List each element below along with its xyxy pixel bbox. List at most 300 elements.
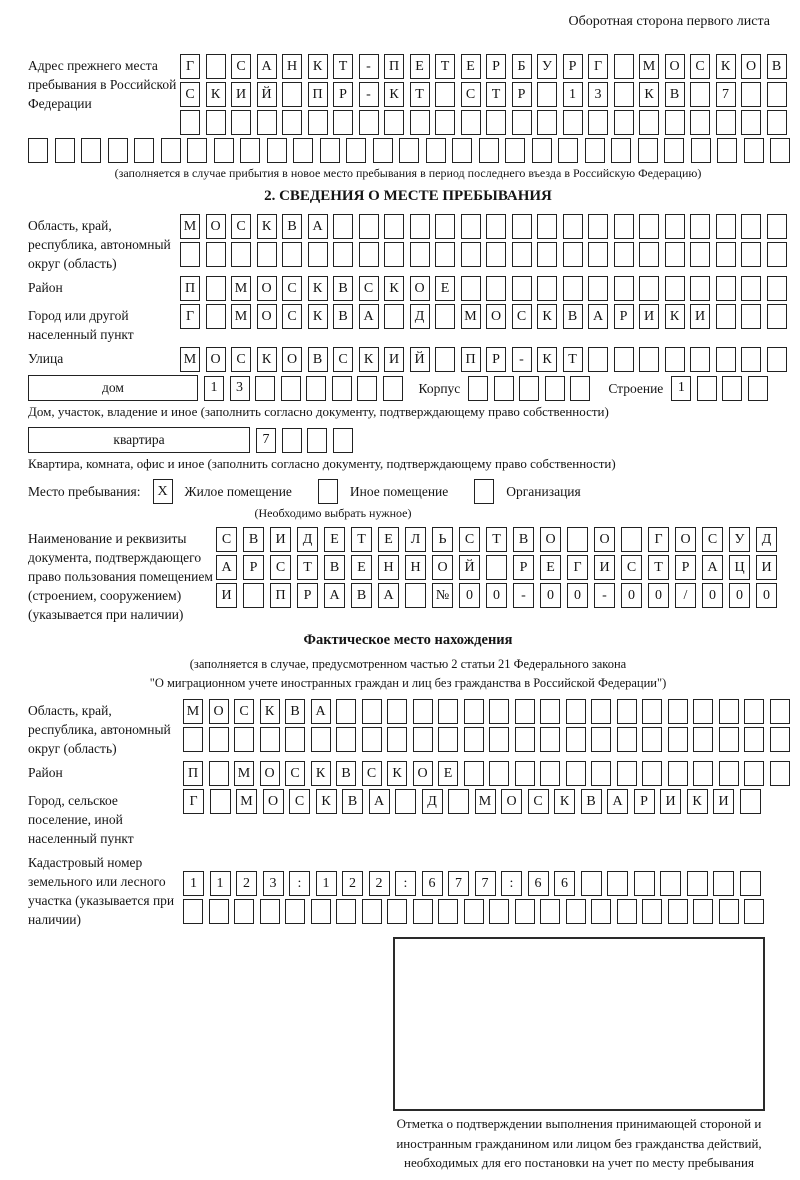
char-cell[interactable]: В xyxy=(285,699,305,724)
char-cell[interactable] xyxy=(719,699,739,724)
residential-checkbox[interactable]: X xyxy=(153,479,173,504)
char-cell[interactable] xyxy=(716,276,736,301)
char-cell[interactable] xyxy=(512,110,532,135)
char-cell[interactable]: К xyxy=(384,276,404,301)
char-cell[interactable] xyxy=(719,727,739,752)
char-cell[interactable]: В xyxy=(243,527,264,552)
char-cell[interactable]: О xyxy=(257,304,277,329)
char-cell[interactable]: Т xyxy=(333,54,353,79)
char-cell[interactable]: С xyxy=(216,527,237,552)
char-cell[interactable]: А xyxy=(216,555,237,580)
char-cell[interactable]: К xyxy=(359,347,379,372)
char-cell[interactable] xyxy=(438,727,458,752)
char-cell[interactable] xyxy=(81,138,101,163)
char-cell[interactable]: М xyxy=(183,699,203,724)
char-cell[interactable] xyxy=(591,699,611,724)
char-cell[interactable]: Е xyxy=(378,527,399,552)
char-cell[interactable]: С xyxy=(231,214,251,239)
char-cell[interactable] xyxy=(532,138,552,163)
char-cell[interactable] xyxy=(464,761,484,786)
char-cell[interactable] xyxy=(214,138,234,163)
char-cell[interactable]: Р xyxy=(614,304,634,329)
char-cell[interactable]: Д xyxy=(422,789,443,814)
char-cell[interactable] xyxy=(461,276,481,301)
char-cell[interactable] xyxy=(410,242,430,267)
char-cell[interactable] xyxy=(243,583,264,608)
char-cell[interactable]: - xyxy=(594,583,615,608)
char-cell[interactable] xyxy=(384,304,404,329)
char-cell[interactable] xyxy=(282,242,302,267)
char-cell[interactable]: 0 xyxy=(621,583,642,608)
char-cell[interactable] xyxy=(741,214,761,239)
char-cell[interactable] xyxy=(435,214,455,239)
char-cell[interactable]: И xyxy=(270,527,291,552)
char-cell[interactable]: Г xyxy=(588,54,608,79)
char-cell[interactable] xyxy=(716,347,736,372)
char-cell[interactable]: Ц xyxy=(729,555,750,580)
char-cell[interactable]: С xyxy=(690,54,710,79)
char-cell[interactable] xyxy=(362,699,382,724)
char-cell[interactable] xyxy=(665,242,685,267)
char-cell[interactable] xyxy=(464,699,484,724)
char-cell[interactable] xyxy=(479,138,499,163)
char-cell[interactable]: В xyxy=(308,347,328,372)
char-cell[interactable]: К xyxy=(384,82,404,107)
char-cell[interactable] xyxy=(464,727,484,752)
char-cell[interactable] xyxy=(767,242,787,267)
char-cell[interactable]: 1 xyxy=(563,82,583,107)
char-cell[interactable] xyxy=(614,276,634,301)
char-cell[interactable]: Е xyxy=(435,276,455,301)
char-cell[interactable]: К xyxy=(665,304,685,329)
char-cell[interactable]: 0 xyxy=(540,583,561,608)
char-cell[interactable]: К xyxy=(257,347,277,372)
char-cell[interactable]: Р xyxy=(243,555,264,580)
char-cell[interactable]: Г xyxy=(567,555,588,580)
char-cell[interactable]: О xyxy=(741,54,761,79)
char-cell[interactable]: С xyxy=(289,789,310,814)
char-cell[interactable]: 6 xyxy=(554,871,575,896)
char-cell[interactable]: А xyxy=(257,54,277,79)
char-cell[interactable]: Т xyxy=(351,527,372,552)
char-cell[interactable]: К xyxy=(687,789,708,814)
char-cell[interactable]: : xyxy=(289,871,310,896)
char-cell[interactable] xyxy=(231,242,251,267)
char-cell[interactable]: В xyxy=(282,214,302,239)
char-cell[interactable] xyxy=(180,242,200,267)
char-cell[interactable]: А xyxy=(359,304,379,329)
char-cell[interactable] xyxy=(320,138,340,163)
char-cell[interactable] xyxy=(357,376,377,401)
char-cell[interactable] xyxy=(494,376,514,401)
char-cell[interactable] xyxy=(293,138,313,163)
char-cell[interactable] xyxy=(563,214,583,239)
char-cell[interactable] xyxy=(285,727,305,752)
char-cell[interactable]: Ь xyxy=(432,527,453,552)
char-cell[interactable]: Т xyxy=(486,527,507,552)
char-cell[interactable]: Р xyxy=(512,82,532,107)
char-cell[interactable] xyxy=(585,138,605,163)
char-cell[interactable] xyxy=(281,376,301,401)
char-cell[interactable]: В xyxy=(333,276,353,301)
char-cell[interactable] xyxy=(611,138,631,163)
char-cell[interactable]: С xyxy=(362,761,382,786)
char-cell[interactable] xyxy=(311,727,331,752)
char-cell[interactable]: С xyxy=(512,304,532,329)
char-cell[interactable]: О xyxy=(209,699,229,724)
char-cell[interactable]: П xyxy=(308,82,328,107)
char-cell[interactable] xyxy=(581,871,602,896)
char-cell[interactable]: Р xyxy=(297,583,318,608)
char-cell[interactable]: 1 xyxy=(671,376,691,401)
char-cell[interactable]: В xyxy=(336,761,356,786)
char-cell[interactable]: 7 xyxy=(716,82,736,107)
char-cell[interactable]: 7 xyxy=(475,871,496,896)
char-cell[interactable]: А xyxy=(324,583,345,608)
char-cell[interactable] xyxy=(716,110,736,135)
char-cell[interactable] xyxy=(767,276,787,301)
char-cell[interactable] xyxy=(591,899,611,924)
char-cell[interactable]: К xyxy=(260,699,280,724)
char-cell[interactable] xyxy=(468,376,488,401)
char-cell[interactable] xyxy=(231,110,251,135)
char-cell[interactable]: О xyxy=(260,761,280,786)
char-cell[interactable]: Е xyxy=(351,555,372,580)
char-cell[interactable] xyxy=(187,138,207,163)
char-cell[interactable] xyxy=(588,347,608,372)
char-cell[interactable]: И xyxy=(231,82,251,107)
char-cell[interactable] xyxy=(617,761,637,786)
char-cell[interactable]: С xyxy=(702,527,723,552)
char-cell[interactable]: О xyxy=(594,527,615,552)
char-cell[interactable]: М xyxy=(236,789,257,814)
char-cell[interactable]: Й xyxy=(410,347,430,372)
char-cell[interactable] xyxy=(744,699,764,724)
char-cell[interactable] xyxy=(405,583,426,608)
char-cell[interactable]: А xyxy=(308,214,328,239)
char-cell[interactable]: Т xyxy=(486,82,506,107)
char-cell[interactable] xyxy=(642,727,662,752)
char-cell[interactable]: М xyxy=(231,276,251,301)
char-cell[interactable]: И xyxy=(216,583,237,608)
char-cell[interactable] xyxy=(519,376,539,401)
char-cell[interactable] xyxy=(333,214,353,239)
char-cell[interactable] xyxy=(570,376,590,401)
char-cell[interactable] xyxy=(690,82,710,107)
char-cell[interactable] xyxy=(614,110,634,135)
char-cell[interactable] xyxy=(260,899,280,924)
char-cell[interactable] xyxy=(563,110,583,135)
char-cell[interactable] xyxy=(617,899,637,924)
char-cell[interactable] xyxy=(183,899,203,924)
char-cell[interactable]: 3 xyxy=(588,82,608,107)
char-cell[interactable]: 1 xyxy=(316,871,337,896)
char-cell[interactable]: А xyxy=(588,304,608,329)
char-cell[interactable] xyxy=(741,347,761,372)
char-cell[interactable]: : xyxy=(501,871,522,896)
char-cell[interactable] xyxy=(693,761,713,786)
char-cell[interactable]: 3 xyxy=(263,871,284,896)
char-cell[interactable] xyxy=(384,214,404,239)
char-cell[interactable] xyxy=(267,138,287,163)
char-cell[interactable] xyxy=(767,110,787,135)
char-cell[interactable]: Д xyxy=(410,304,430,329)
char-cell[interactable] xyxy=(505,138,525,163)
char-cell[interactable]: О xyxy=(257,276,277,301)
char-cell[interactable] xyxy=(545,376,565,401)
char-cell[interactable] xyxy=(740,871,761,896)
char-cell[interactable]: П xyxy=(180,276,200,301)
char-cell[interactable] xyxy=(206,304,226,329)
char-cell[interactable]: Т xyxy=(648,555,669,580)
char-cell[interactable]: М xyxy=(234,761,254,786)
char-cell[interactable]: К xyxy=(537,347,557,372)
char-cell[interactable]: 0 xyxy=(756,583,777,608)
char-cell[interactable]: О xyxy=(282,347,302,372)
char-cell[interactable]: К xyxy=(316,789,337,814)
apartment-box[interactable]: квартира xyxy=(28,427,250,453)
char-cell[interactable] xyxy=(537,110,557,135)
char-cell[interactable]: И xyxy=(384,347,404,372)
char-cell[interactable] xyxy=(206,54,226,79)
char-cell[interactable] xyxy=(240,138,260,163)
char-cell[interactable]: П xyxy=(461,347,481,372)
char-cell[interactable]: Т xyxy=(297,555,318,580)
char-cell[interactable]: В xyxy=(342,789,363,814)
char-cell[interactable] xyxy=(161,138,181,163)
char-cell[interactable] xyxy=(435,82,455,107)
char-cell[interactable] xyxy=(713,871,734,896)
char-cell[interactable] xyxy=(566,699,586,724)
char-cell[interactable] xyxy=(642,899,662,924)
char-cell[interactable]: Н xyxy=(378,555,399,580)
char-cell[interactable]: Е xyxy=(438,761,458,786)
char-cell[interactable]: 1 xyxy=(204,376,224,401)
char-cell[interactable]: 1 xyxy=(210,871,231,896)
char-cell[interactable] xyxy=(209,899,229,924)
char-cell[interactable] xyxy=(660,871,681,896)
char-cell[interactable]: 7 xyxy=(448,871,469,896)
char-cell[interactable] xyxy=(426,138,446,163)
char-cell[interactable]: С xyxy=(621,555,642,580)
char-cell[interactable]: О xyxy=(206,347,226,372)
char-cell[interactable] xyxy=(719,899,739,924)
char-cell[interactable] xyxy=(716,214,736,239)
char-cell[interactable] xyxy=(639,242,659,267)
char-cell[interactable] xyxy=(716,304,736,329)
char-cell[interactable]: Д xyxy=(756,527,777,552)
char-cell[interactable] xyxy=(614,242,634,267)
char-cell[interactable] xyxy=(665,110,685,135)
char-cell[interactable] xyxy=(183,727,203,752)
char-cell[interactable] xyxy=(486,242,506,267)
char-cell[interactable] xyxy=(770,761,790,786)
char-cell[interactable] xyxy=(134,138,154,163)
char-cell[interactable] xyxy=(387,699,407,724)
char-cell[interactable] xyxy=(435,242,455,267)
char-cell[interactable]: К xyxy=(206,82,226,107)
char-cell[interactable]: М xyxy=(639,54,659,79)
char-cell[interactable] xyxy=(770,727,790,752)
char-cell[interactable] xyxy=(642,761,662,786)
char-cell[interactable] xyxy=(362,727,382,752)
char-cell[interactable]: - xyxy=(359,54,379,79)
char-cell[interactable] xyxy=(687,871,708,896)
char-cell[interactable] xyxy=(336,699,356,724)
char-cell[interactable]: - xyxy=(513,583,534,608)
char-cell[interactable]: В xyxy=(351,583,372,608)
char-cell[interactable] xyxy=(210,789,231,814)
char-cell[interactable]: Г xyxy=(183,789,204,814)
char-cell[interactable]: М xyxy=(461,304,481,329)
char-cell[interactable] xyxy=(206,110,226,135)
char-cell[interactable] xyxy=(399,138,419,163)
char-cell[interactable] xyxy=(486,110,506,135)
char-cell[interactable]: И xyxy=(690,304,710,329)
char-cell[interactable] xyxy=(489,699,509,724)
char-cell[interactable] xyxy=(413,699,433,724)
char-cell[interactable] xyxy=(489,727,509,752)
char-cell[interactable] xyxy=(359,242,379,267)
char-cell[interactable] xyxy=(693,727,713,752)
char-cell[interactable]: У xyxy=(729,527,750,552)
char-cell[interactable] xyxy=(180,110,200,135)
char-cell[interactable] xyxy=(638,138,658,163)
char-cell[interactable]: В xyxy=(333,304,353,329)
char-cell[interactable]: 2 xyxy=(342,871,363,896)
char-cell[interactable] xyxy=(285,899,305,924)
char-cell[interactable]: С xyxy=(359,276,379,301)
char-cell[interactable] xyxy=(333,110,353,135)
char-cell[interactable] xyxy=(617,727,637,752)
char-cell[interactable] xyxy=(257,242,277,267)
char-cell[interactable]: - xyxy=(512,347,532,372)
char-cell[interactable] xyxy=(206,242,226,267)
char-cell[interactable] xyxy=(717,138,737,163)
char-cell[interactable] xyxy=(665,214,685,239)
char-cell[interactable]: К xyxy=(257,214,277,239)
char-cell[interactable] xyxy=(311,899,331,924)
char-cell[interactable]: С xyxy=(333,347,353,372)
char-cell[interactable]: № xyxy=(432,583,453,608)
char-cell[interactable] xyxy=(639,347,659,372)
char-cell[interactable]: И xyxy=(660,789,681,814)
char-cell[interactable] xyxy=(744,138,764,163)
char-cell[interactable] xyxy=(435,110,455,135)
char-cell[interactable] xyxy=(740,789,761,814)
char-cell[interactable] xyxy=(461,242,481,267)
char-cell[interactable] xyxy=(722,376,742,401)
char-cell[interactable] xyxy=(614,82,634,107)
char-cell[interactable] xyxy=(566,727,586,752)
char-cell[interactable] xyxy=(614,54,634,79)
char-cell[interactable] xyxy=(621,527,642,552)
char-cell[interactable] xyxy=(336,899,356,924)
char-cell[interactable]: О xyxy=(206,214,226,239)
char-cell[interactable] xyxy=(282,82,302,107)
char-cell[interactable]: 0 xyxy=(729,583,750,608)
char-cell[interactable] xyxy=(452,138,472,163)
char-cell[interactable] xyxy=(359,110,379,135)
char-cell[interactable] xyxy=(693,899,713,924)
char-cell[interactable]: А xyxy=(378,583,399,608)
char-cell[interactable]: Р xyxy=(675,555,696,580)
char-cell[interactable]: Е xyxy=(540,555,561,580)
char-cell[interactable]: 1 xyxy=(183,871,204,896)
char-cell[interactable] xyxy=(563,242,583,267)
char-cell[interactable] xyxy=(260,727,280,752)
char-cell[interactable] xyxy=(257,110,277,135)
char-cell[interactable]: Е xyxy=(410,54,430,79)
char-cell[interactable] xyxy=(563,276,583,301)
char-cell[interactable]: И xyxy=(756,555,777,580)
char-cell[interactable]: К xyxy=(554,789,575,814)
char-cell[interactable]: С xyxy=(461,82,481,107)
char-cell[interactable]: В xyxy=(665,82,685,107)
char-cell[interactable] xyxy=(461,110,481,135)
char-cell[interactable] xyxy=(690,276,710,301)
char-cell[interactable] xyxy=(55,138,75,163)
char-cell[interactable] xyxy=(665,276,685,301)
char-cell[interactable] xyxy=(639,110,659,135)
char-cell[interactable]: 0 xyxy=(702,583,723,608)
char-cell[interactable] xyxy=(209,761,229,786)
char-cell[interactable] xyxy=(206,276,226,301)
char-cell[interactable]: Т xyxy=(563,347,583,372)
char-cell[interactable]: В xyxy=(324,555,345,580)
char-cell[interactable] xyxy=(767,347,787,372)
char-cell[interactable] xyxy=(668,727,688,752)
char-cell[interactable]: Р xyxy=(563,54,583,79)
char-cell[interactable] xyxy=(438,899,458,924)
char-cell[interactable]: Й xyxy=(459,555,480,580)
char-cell[interactable] xyxy=(690,242,710,267)
char-cell[interactable] xyxy=(639,214,659,239)
char-cell[interactable] xyxy=(719,761,739,786)
char-cell[interactable]: О xyxy=(540,527,561,552)
char-cell[interactable] xyxy=(690,214,710,239)
char-cell[interactable]: Р xyxy=(486,347,506,372)
char-cell[interactable] xyxy=(489,761,509,786)
char-cell[interactable] xyxy=(515,761,535,786)
char-cell[interactable]: М xyxy=(475,789,496,814)
char-cell[interactable]: : xyxy=(395,871,416,896)
char-cell[interactable] xyxy=(512,214,532,239)
char-cell[interactable] xyxy=(410,110,430,135)
char-cell[interactable]: 2 xyxy=(236,871,257,896)
char-cell[interactable]: Н xyxy=(405,555,426,580)
char-cell[interactable] xyxy=(413,727,433,752)
char-cell[interactable] xyxy=(741,110,761,135)
char-cell[interactable] xyxy=(697,376,717,401)
char-cell[interactable] xyxy=(591,727,611,752)
char-cell[interactable] xyxy=(384,110,404,135)
char-cell[interactable]: С xyxy=(231,347,251,372)
char-cell[interactable]: 7 xyxy=(256,428,276,453)
char-cell[interactable]: О xyxy=(432,555,453,580)
char-cell[interactable]: 0 xyxy=(567,583,588,608)
char-cell[interactable]: К xyxy=(311,761,331,786)
char-cell[interactable] xyxy=(607,871,628,896)
char-cell[interactable]: 0 xyxy=(486,583,507,608)
char-cell[interactable] xyxy=(413,899,433,924)
char-cell[interactable]: - xyxy=(359,82,379,107)
char-cell[interactable] xyxy=(770,699,790,724)
char-cell[interactable] xyxy=(108,138,128,163)
char-cell[interactable]: С xyxy=(282,276,302,301)
char-cell[interactable]: П xyxy=(270,583,291,608)
char-cell[interactable]: И xyxy=(639,304,659,329)
